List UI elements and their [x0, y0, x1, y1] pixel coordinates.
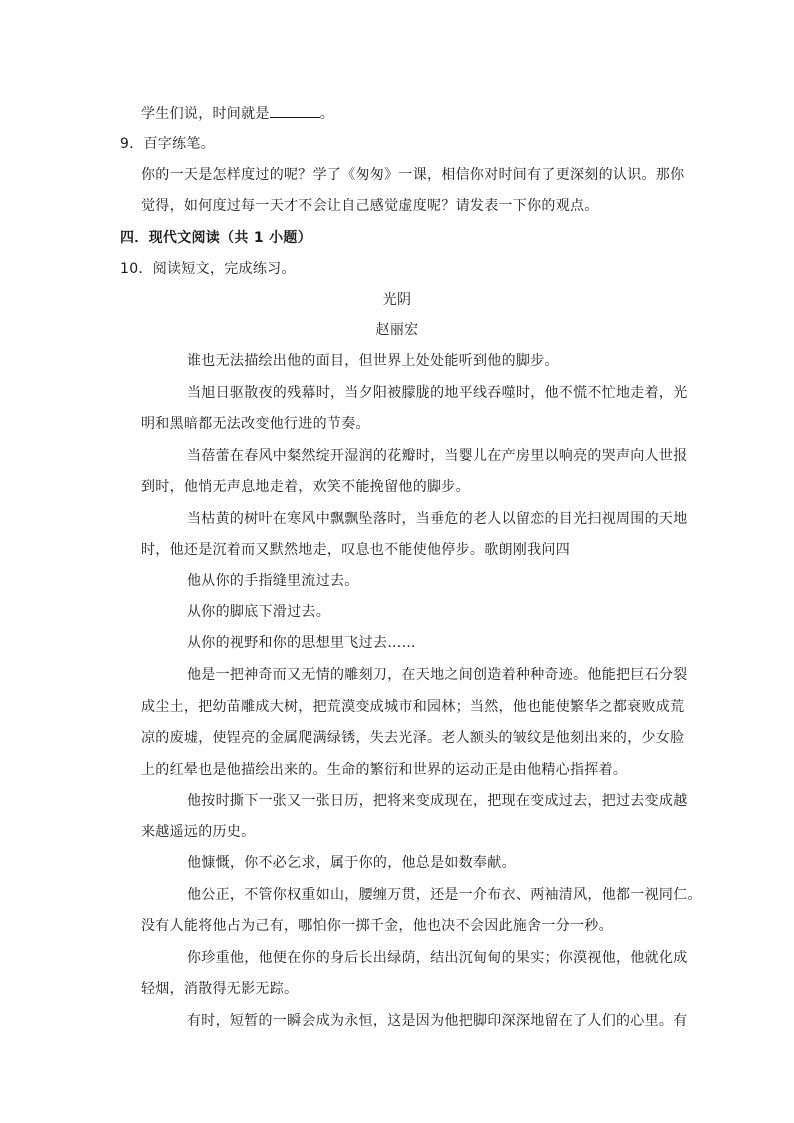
fill-in-blank[interactable] [270, 103, 320, 118]
q9-prompt-line-2: 觉得，如何度过每一天才不会让自己感觉虚度呢？请发表一下你的观点。 [141, 198, 599, 214]
article-line: 他从你的手指缝里流过去。 [187, 573, 359, 589]
article-line: 到时，他悄无声息地走着，欢笑不能挽留他的脚步。 [141, 479, 470, 495]
article-line: 成尘土，把幼苗雕成大树，把荒漠变成城市和园林；当然，他也能使繁华之都衰败成荒 [141, 699, 685, 715]
q8-tail-text: 学生们说，时间就是 [141, 106, 270, 122]
article-line: 从你的脚底下滑过去。 [187, 604, 330, 620]
q9-prompt-line-1: 你的一天是怎样度过的呢？学了《匆匆》一课，相信你对时间有了更深刻的认识。那你 [141, 167, 685, 183]
article-line: 他慷慨，你不必乞求，属于你的，他总是如数奉献。 [187, 855, 516, 871]
article-line: 他按时撕下一张又一张日历，把将来变成现在，把现在变成过去，把过去变成越 [187, 793, 688, 809]
article-line: 来越遥远的历史。 [141, 824, 256, 840]
q8-answer-line [141, 103, 701, 124]
article-line: 有时，短暂的一瞬会成为永恒，这是因为他把脚印深深地留在了人们的心里。有 [187, 1013, 688, 1029]
article-line: 当旭日驱散夜的残幕时，当夕阳被朦胧的地平线吞噬时，他不慌不忙地走着，光 [187, 385, 688, 401]
article-line: 轻烟，消散得无影无踪。 [141, 981, 299, 997]
article-title: 光阴 [382, 292, 412, 308]
article-line: 明和黑暗都无法改变他行进的节奏。 [141, 416, 370, 432]
article-line: 当蓓蕾在春风中粲然绽开湿润的花瓣时，当婴儿在产房里以响亮的哭声向人世报 [187, 448, 688, 464]
q9-title: 9．百字练笔。 [120, 136, 216, 152]
article-line: 时，他还是沉着而又默然地走，叹息也不能使他停步。歌朗刚我问四 [141, 542, 570, 558]
article-line: 凉的废墟，使锃亮的金属爬满绿锈，失去光泽。老人额头的皱纹是他刻出来的，少女脸 [141, 730, 685, 746]
article-line: 他公正，不管你权重如山，腰缠万贯，还是一介布衣、两袖清风，他都一视同仁。 [187, 887, 702, 903]
section-heading: 四．现代文阅读（共 1 小题） [120, 230, 312, 246]
article-line: 你珍重他，他便在你的身后长出绿荫，结出沉甸甸的果实；你漠视他，他就化成 [187, 950, 688, 966]
article-author: 赵丽宏 [375, 322, 419, 338]
q10-title: 10．阅读短文，完成练习。 [120, 261, 296, 277]
article-line: 谁也无法描绘出他的面目，但世界上处处能听到他的脚步。 [187, 353, 559, 369]
article-line: 上的红晕也是他描绘出来的。生命的繁衍和世界的运动正是由他精心指挥着。 [141, 762, 628, 778]
article-line: 从你的视野和你的思想里飞过去…… [187, 635, 416, 651]
q8-tail-end: 。 [319, 106, 335, 122]
article-line: 没有人能将他占为己有，哪怕你一掷千金，他也决不会因此施舍一分一秒。 [141, 918, 613, 934]
article-line: 当枯黄的树叶在寒风中飘飘坠落时，当垂危的老人以留恋的目光扫视周围的天地 [187, 511, 688, 527]
article-line: 他是一把神奇而又无情的雕刻刀，在天地之间创造着种种奇迹。他能把巨石分裂 [187, 667, 688, 683]
